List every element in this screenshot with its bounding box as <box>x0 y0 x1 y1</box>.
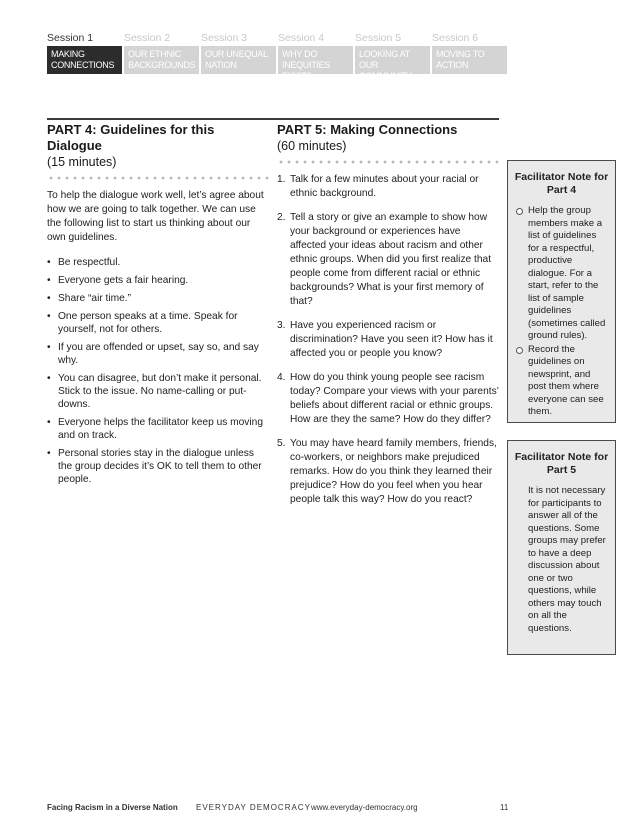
publication-title: Facing Racism in a Diverse Nation <box>47 803 178 812</box>
part-5-section <box>277 120 499 517</box>
list-item <box>47 310 269 336</box>
question-number: 5. <box>277 438 286 449</box>
facilitator-note-part-5 <box>507 440 616 655</box>
part-5-duration: (60 minutes) <box>277 139 347 153</box>
question-item <box>277 211 499 309</box>
session-title: LOOKING AT OUR COMMUNITY <box>355 46 430 74</box>
bullet: • <box>47 417 51 428</box>
session-navigation <box>47 32 507 81</box>
note-item-text: Help the group members make a list of guidelines for a respectful, productive dialogue. For a start, refer to the list of sample guidelines (sometimes called ground rules). <box>528 205 606 341</box>
question-number: 3. <box>277 320 286 331</box>
session-3-tab[interactable] <box>201 33 276 74</box>
question-text: Talk for a few minutes about your racial or ethnic background. <box>290 174 479 199</box>
list-item-text: Be respectful. <box>58 257 121 268</box>
part-5-heading: PART 5: Making Connections <box>277 122 458 137</box>
list-item <box>47 256 269 269</box>
question-item <box>277 319 499 361</box>
question-number: 4. <box>277 372 286 383</box>
circle-bullet-icon <box>516 347 523 354</box>
page-number: 11 <box>500 803 509 812</box>
question-text: Tell a story or give an example to show how your background or experiences have affected your ideas about racism and other ethnic groups. When did you first realize that people come from different racial or ethnic backgrounds? What is your first memory of that? <box>290 212 492 307</box>
list-item-text: If you are offended or upset, say so, and say why. <box>58 342 259 366</box>
session-5-tab[interactable] <box>355 32 430 81</box>
note-item <box>516 205 609 343</box>
session-number: Session 1 <box>47 32 94 44</box>
list-item-text: Share “air time.” <box>58 293 132 304</box>
question-text: How do you think young people see racism today? Compare your views with your parents’ beliefs about different racial or ethnic groups. How are they the same? How do they differ? <box>290 372 499 425</box>
bullet: • <box>47 342 51 353</box>
part-4-section <box>47 120 269 491</box>
list-item <box>47 372 269 411</box>
question-item <box>277 371 499 427</box>
part-4-intro: To help the dialogue work well, let’s agree about how we are going to talk together. We can use the following list to start us thinking about our own guidelines. <box>47 190 264 243</box>
part-4-duration: (15 minutes) <box>47 155 117 169</box>
bullet: • <box>47 373 51 384</box>
session-number: Session 6 <box>432 32 479 44</box>
session-title: MAKING CONNECTIONS <box>47 46 122 74</box>
note-list <box>508 205 615 419</box>
facilitator-note-part-4 <box>507 160 616 423</box>
question-text: You may have heard family members, friends, co-workers, or neighbors make prejudiced remarks. How do you think they learned their prejudice? How do you feel when you hear people talk this way? How do you react? <box>290 438 497 505</box>
list-item <box>47 292 269 305</box>
page-footer <box>47 802 507 814</box>
dotted-divider <box>47 175 269 181</box>
question-item <box>277 173 499 201</box>
list-item <box>47 447 269 486</box>
circle-bullet-icon <box>516 208 523 215</box>
note-item <box>516 344 609 419</box>
session-number: Session 5 <box>355 32 402 44</box>
list-item-text: Everyone helps the facilitator keep us moving and on track. <box>58 417 263 441</box>
question-text: Have you experienced racism or discrimination? Have you seen it? How has it affected you or people you know? <box>290 320 493 359</box>
session-title: OUR ETHNIC BACKGROUNDS <box>124 46 199 74</box>
bullet: • <box>47 257 51 268</box>
note-title: Facilitator Note for Part 4 <box>514 171 609 196</box>
list-item <box>47 341 269 367</box>
session-number: Session 3 <box>201 32 248 44</box>
website-link[interactable]: www.everyday-democracy.org <box>311 803 418 812</box>
question-item <box>277 437 499 507</box>
session-title: MOVING TO ACTION <box>432 46 507 74</box>
bullet: • <box>47 448 51 459</box>
organization-name: EVERYDAY DEMOCRACY <box>196 803 311 812</box>
list-item-text: Everyone gets a fair hearing. <box>58 275 189 286</box>
list-item-text: One person speaks at a time. Speak for yourself, not for others. <box>58 311 238 335</box>
session-number: Session 4 <box>278 32 325 44</box>
session-6-tab[interactable] <box>432 33 507 74</box>
session-title: OUR UNEQUAL NATION <box>201 46 276 74</box>
session-number: Session 2 <box>124 32 171 44</box>
guidelines-list <box>47 256 269 486</box>
session-1-tab[interactable] <box>47 33 122 74</box>
list-item <box>47 274 269 287</box>
note-text: It is not necessary for participants to answer all of the questions. Some groups may prefer to have a deep discussion about one or two questions, while others may touch on all the questions. <box>528 485 606 634</box>
questions-list <box>277 173 499 507</box>
list-item-text: You can disagree, but don’t make it personal. Stick to the issue. No name-calling or put-downs. <box>58 373 262 410</box>
question-number: 2. <box>277 212 286 223</box>
list-item-text: Personal stories stay in the dialogue unless the group decides it’s OK to tell them to other people. <box>58 448 262 485</box>
bullet: • <box>47 275 51 286</box>
part-4-heading: PART 4: Guidelines for this Dialogue <box>47 122 215 153</box>
bullet: • <box>47 293 51 304</box>
session-title: WHY DO INEQUITIES EXIST? <box>278 46 353 74</box>
question-number: 1. <box>277 174 286 185</box>
dotted-divider <box>277 159 499 165</box>
session-4-tab[interactable] <box>278 32 353 81</box>
bullet: • <box>47 311 51 322</box>
list-item <box>47 416 269 442</box>
note-item-text: Record the guidelines on newsprint, and post them where everyone can see them. <box>528 343 604 417</box>
note-title: Facilitator Note for Part 5 <box>514 451 609 476</box>
session-2-tab[interactable] <box>124 33 199 74</box>
